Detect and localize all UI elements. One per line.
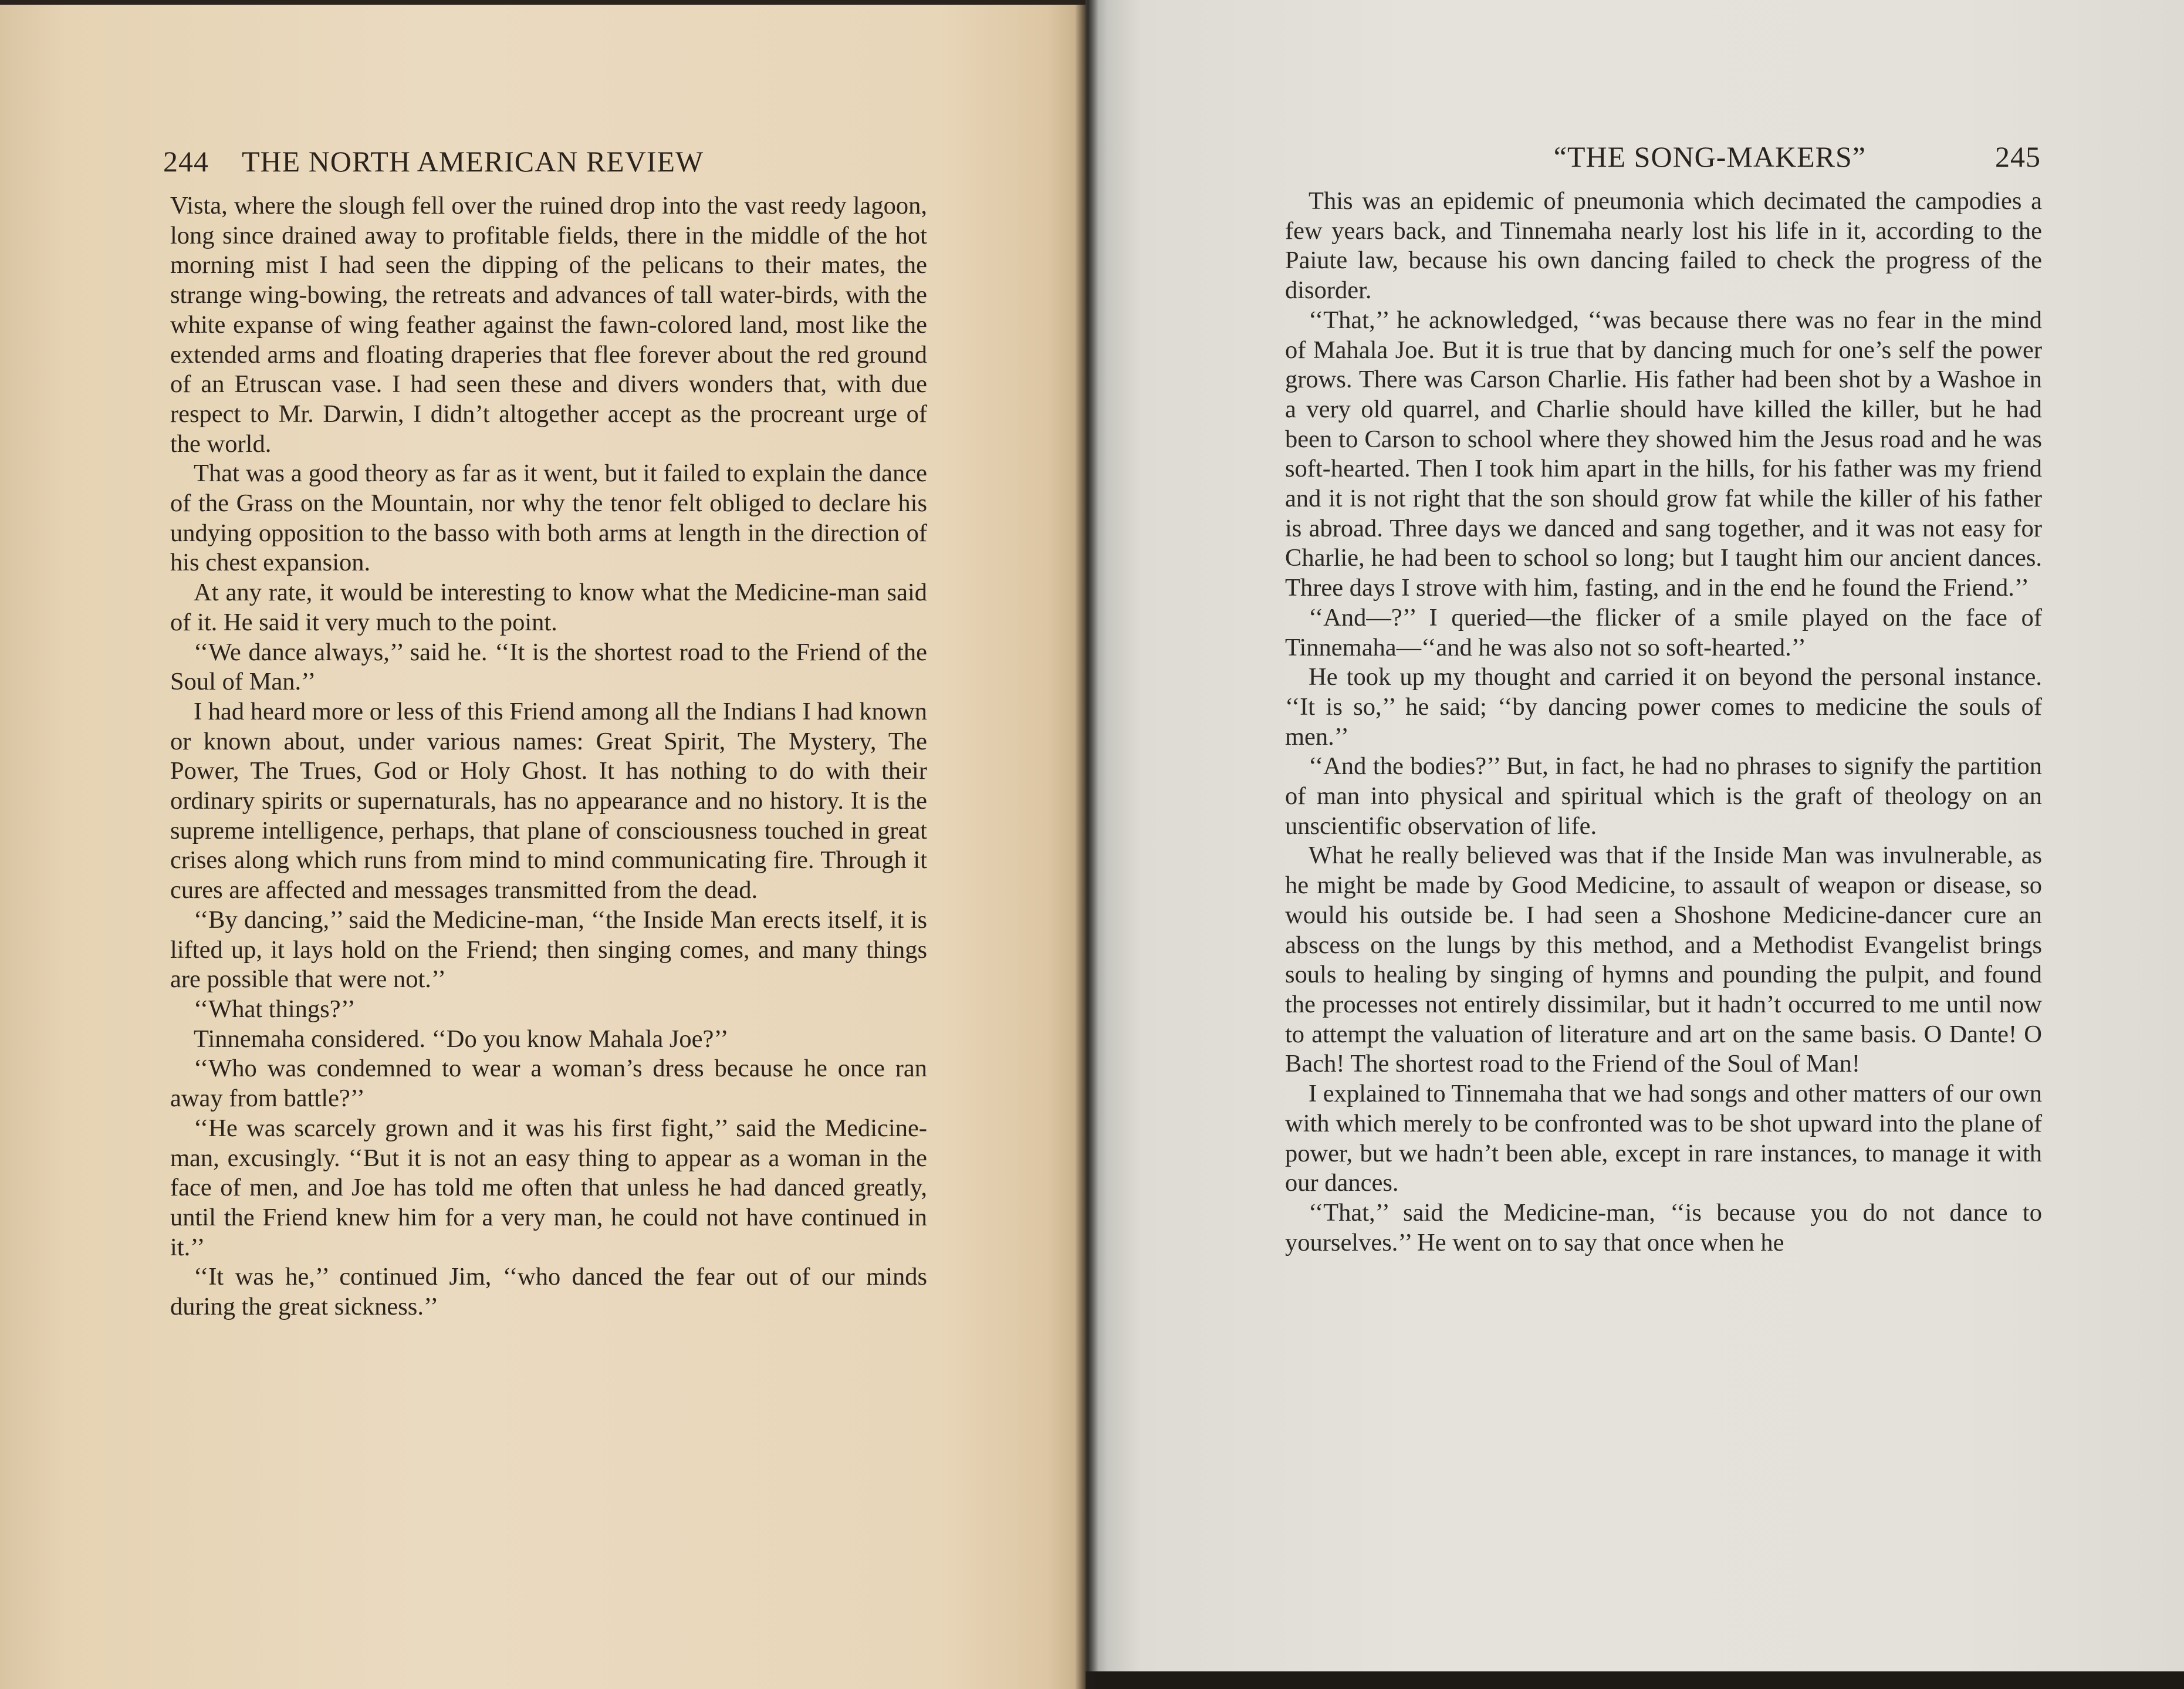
right-paragraph-4: He took up my thought and carried it on beyond the personal instance. ‘‘It is so,’’ he said; ‘‘by dancing power comes to medicine the souls of men.’’ [1285,663,2042,751]
right-page-number: 245 [1995,140,2041,173]
left-running-title: THE NORTH AMERICAN REVIEW [242,145,704,178]
left-paragraph-1: Vista, where the slough fell over the ruined drop into the vast reedy lagoon, long since drained away to profitable fields, there in the middle of the hot morning mist I had seen the dipping of the pelicans to their mates, the strange wing-bowing, the retreats and advances of tall water-birds, with the white expanse of wing feather against the fawn-colored land, most like the extended arms and floating draperies that flee forever about the red ground of an Etruscan vase. I had seen these and divers wonders that, with due respect to Mr. Darwin, I didn’t altogether accept as the procreant urge of the world. [170,192,927,458]
left-paragraph-9: ‘‘Who was condemned to wear a woman’s dress because he once ran away from battle?’’ [170,1055,927,1113]
left-page [0,0,1091,1689]
left-paragraph-11: ‘‘It was he,’’ continued Jim, ‘‘who danced the fear out of our minds during the great sickness.’’ [170,1263,927,1321]
left-running-head [163,144,920,178]
right-paragraph-5: ‘‘And the bodies?’’ But, in fact, he had no phrases to signify the partition of man into physical and spiritual which is the graft of theology on an unscientific observation of life. [1285,752,2042,840]
right-running-title: “THE SONG-MAKERS” [1553,140,1866,173]
book-gutter [1075,0,1098,1689]
left-paragraph-7: ‘‘What things?’’ [194,995,356,1023]
right-running-head [1454,140,2041,174]
right-paragraph-6: What he really believed was that if the Inside Man was invulnerable, as he might be made by Good Medicine, to assault of weapon or disease, so would his outside be. I had seen a Shoshone Medicine-dancer cure an abscess on the lungs by this method, and a Methodist Evangelist brings souls to healing by singing of hymns and pounding the pulpit, and found the processes not entirely dissimilar, but it hadn’t occurred to me until now to attempt the valuation of literature and art on the same basis. O Dante! O Bach! The shortest road to the Friend of the Soul of Man! [1285,842,2042,1078]
left-paragraph-3: At any rate, it would be interesting to know what the Medicine-man said of it. He said it very much to the point. [170,579,927,636]
right-paragraph-1: This was an epidemic of pneumonia which decimated the campodies a few years back, and Tinnemaha nearly lost his life in it, according to the Paiute law, because his own dancing failed to check the progress of the disorder. [1285,187,2042,305]
left-paragraph-5: I had heard more or less of this Friend among all the Indians I had known or known about, under various names: Great Spirit, The Mystery, The Power, The Trues, God or Holy Ghost. It has nothing to do with their ordinary spirits or supernaturals, has no appearance and no history. It is the supreme intelligence, perhaps, that plane of consciousness touched in great crises along which runs from mind to mind communicating fire. Through it cures are affected and messages transmitted from the dead. [170,697,927,904]
left-page-number: 244 [163,145,209,178]
left-paragraph-10: ‘‘He was scarcely grown and it was his first fight,’’ said the Medicine-man, excusingly. ‘‘But it is not an easy thing to appear as a woman in the face of men, and Joe has told me often that unless he had danced greatly, until the Friend knew him for a very man, he could not have continued in it.’’ [170,1114,927,1261]
left-paragraph-4: ‘‘We dance always,’’ said he. ‘‘It is the shortest road to the Friend of the Soul of Man.’’ [170,638,927,696]
left-paragraph-6: ‘‘By dancing,’’ said the Medicine-man, ‘‘the Inside Man erects itself, it is lifted up, it lays hold on the Friend; then singing comes, and many things are possible that were not.’’ [170,906,927,994]
left-body-text [170,191,927,1322]
right-paragraph-8: ‘‘That,’’ said the Medicine-man, ‘‘is because you do not dance to yourselves.’’ He went on to say that once when he [1285,1198,2042,1256]
right-paragraph-2: ‘‘That,’’ he acknowledged, ‘‘was because there was no fear in the mind of Mahala Joe. But it is true that by dancing much for one’s self the power grows. There was Carson Charlie. His father had been shot by a Washoe in a very old quarrel, and Charlie should have killed the killer, but he had been to Carson to school where they showed him the Jesus road and he was soft-hearted. Then I took him apart in the hills, for his father was my friend and it is not right that the son should grow fat while the killer of his father is abroad. Three days we danced and sang together, and it was not easy for Charlie, he had been to school so long; but I taught him our ancient dances. Three days I strove with him, fasting, and in the end he found the Friend.’’ [1285,306,2042,602]
left-paragraph-8: Tinnemaha considered. ‘‘Do you know Mahala Joe?’’ [194,1025,729,1053]
right-paragraph-7: I explained to Tinnemaha that we had songs and other matters of our own with which merely to be confronted was to be shot upward into the plane of power, but we hadn’t been able, except in rare instances, to manage it with our dances. [1285,1080,2042,1197]
right-paragraph-3: ‘‘And—?’’ I queried—the flicker of a smile played on the face of Tinnemaha—‘‘and he was also not so soft-hearted.’’ [1285,603,2042,661]
left-paragraph-2: That was a good theory as far as it went, but it failed to explain the dance of the Grass on the Mountain, nor why the tenor felt obliged to declare his undying opposition to the basso with both arms at length in the direction of his chest expansion. [170,460,927,577]
right-body-text [1285,187,2042,1258]
